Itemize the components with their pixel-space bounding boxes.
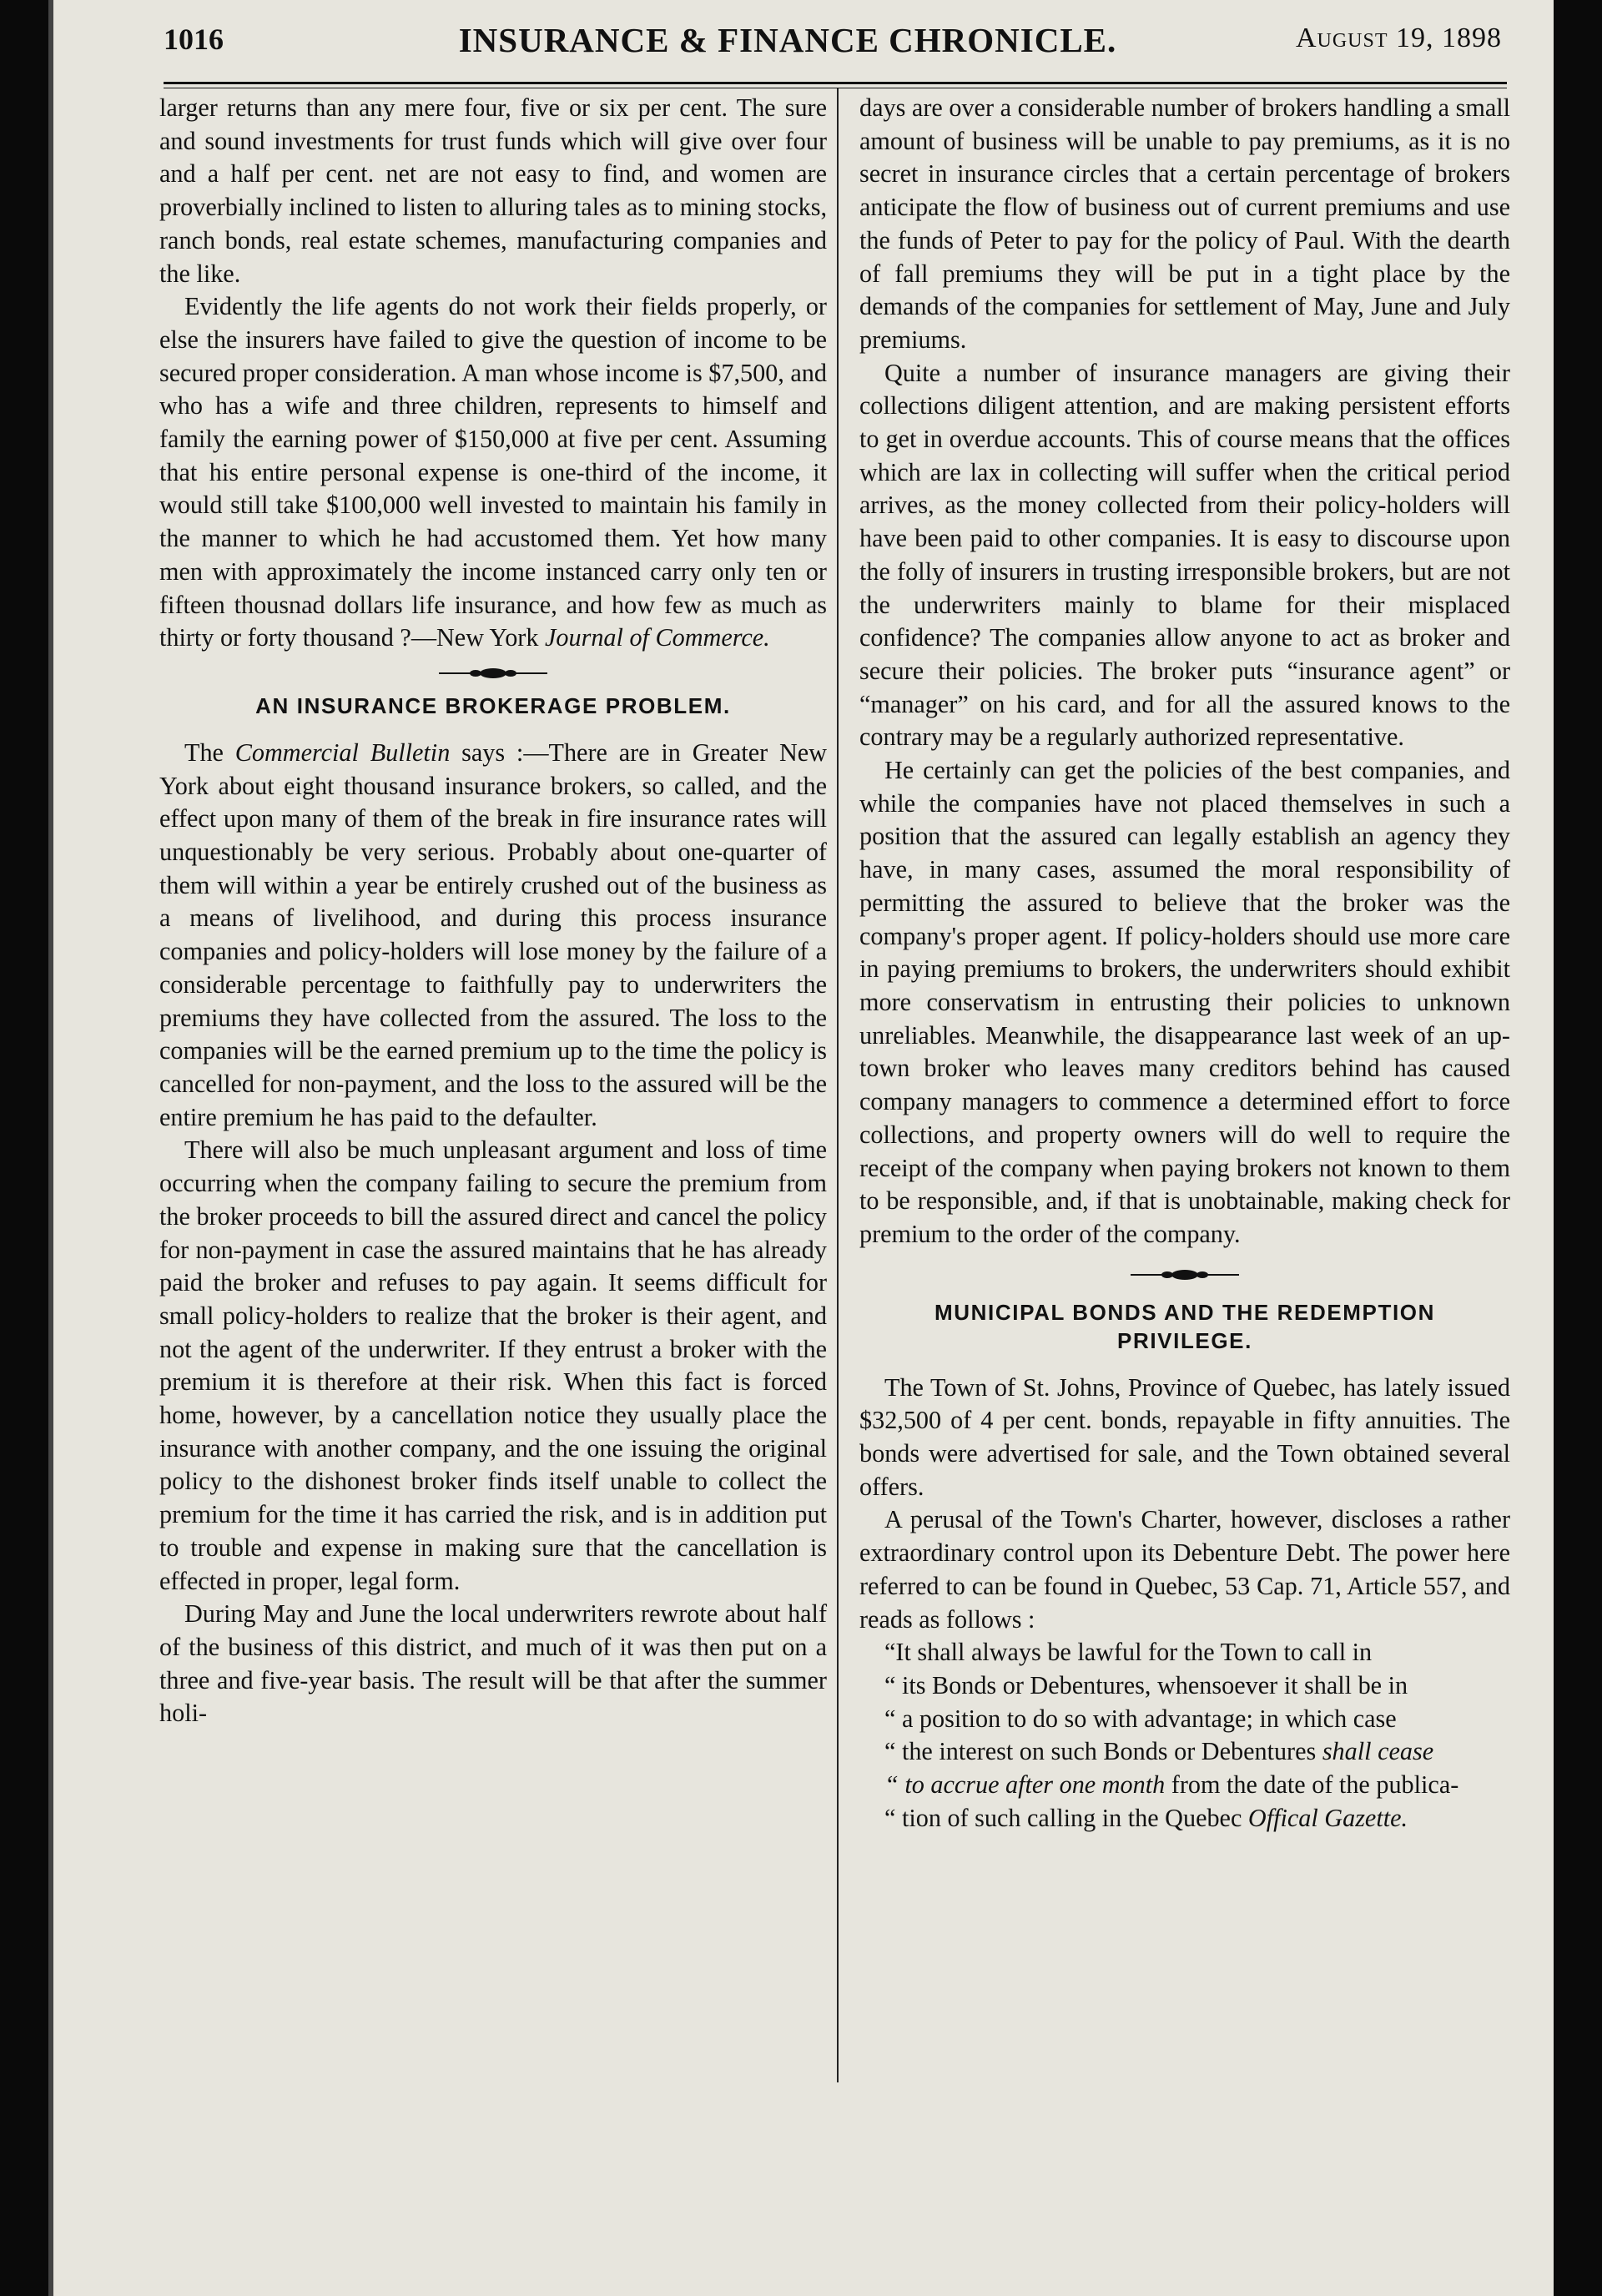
paragraph-text: Evidently the life agents do not work their fields properly, or else the insurers have failed to give the question of income to be secured proper consideration. A man whose income is $7,500, and who has a wife and three children, represents to himself and family the earning power of $150,000 at five per cent. Assuming that his entire personal expense is one-third of the income, it would still take $100,000 well invested to maintain his family in the manner to which he had accustomed them. Yet how many men with approximately the income instanced carry only ten or fifteen thousnad dollars life insurance, and how few as much as thirty or forty thousand ?—New York [159, 292, 827, 652]
paragraph: A perusal of the Town's Charter, however, discloses a rather extraordinary control upon its Debenture Debt. The power here referred to can be found in Quebec, 53 Cap. 71, Article 557, and reads as follows : [859, 1505, 1510, 1634]
paragraph [159, 290, 827, 655]
section-ornament [859, 1251, 1510, 1298]
page-header [73, 8, 1502, 57]
quote-text: from the date of the publica- [1171, 1770, 1459, 1800]
page-number: 1016 [164, 23, 224, 56]
heading-line: MUNICIPAL BONDS AND THE REDEMPTION [934, 1299, 1435, 1325]
header-rule [164, 82, 1507, 84]
paragraph: There will also be much unpleasant argument and loss of time occurring when the company failing to secure the premium from the broker proceeds to bill the assured direct and cancel the policy for non-payment in case the assured maintains that he has already paid the broker and refuses to pay again. It seems difficult for small policy-holders to realize that the broker is their agent, and not the agent of the underwriter. If they entrust a broker with the premium it is therefore at their risk. When this fact is forced home, however, by a cancellation notice they usually place the insurance with another company, and the one issuing the original policy to the dishonest broker finds itself unable to collect the premium for the time it has carried the risk, and is in addition put to trouble and expense in making sure that the cancellation is effected in proper, legal form. [159, 1135, 827, 1595]
article-heading [859, 1298, 1510, 1355]
source-name: Commercial Bulletin [234, 738, 451, 767]
quote-line [859, 1769, 1510, 1802]
quote-line: “ its Bonds or Debentures, whensoever it shall be in [884, 1670, 1408, 1699]
source-citation: Journal of Commerce. [545, 623, 770, 652]
charter-quote [859, 1636, 1510, 1835]
quote-line: “It shall always be lawful for the Town to call in [884, 1638, 1373, 1667]
paragraph: He certainly can get the policies of the best companies, and while the companies have not placed themselves in such a position that the assured can legally establish an agency they have, in many cases, assumed the moral responsibility of permitting the assured to believe that the broker was the company's proper agent. If policy-holders should use more care in paying premiums to brokers, the underwriters should exhibit more conservatism in entrusting their policies to unknown unreliables. Meanwhile, the disappearance last week of an up-town broker who leaves many creditors behind has caused company managers to commence a determined effort to force collections, and property owners will do well to require the receipt of the company when paying brokers not known to them to be responsible, and, if that is unobtainable, making check for premium to the order of the company. [859, 756, 1510, 1248]
paragraph-text: says :—There are in Greater New York about eight thousand insurance brokers, so called, and the effect upon many of them of the break in fire insurance rates will unquestionably be very serious. Probably about one-quarter of them will within a year be entirely crushed out of the business as a means of livelihood, and during this process insurance companies and policy-holders will lose money by the failure of a considerable percentage to faithfully pay to underwriters the premiums they have collected from the assured. The loss to the companies will be the earned premium up to the time the policy is cancelled for non-payment, and the loss to the assured will be the entire premium he has paid to the defaulter. [159, 738, 828, 1131]
paragraph-text: The [184, 738, 224, 767]
publication-title: INSURANCE & FINANCE CHRONICLE. [458, 21, 1117, 59]
quote-line [859, 1802, 1510, 1835]
ornament-icon [439, 665, 547, 682]
quote-italic: shall cease [1322, 1737, 1434, 1766]
ornament-icon [1131, 1266, 1239, 1283]
quote-italic: Offical Gazette. [1247, 1803, 1408, 1832]
section-ornament [159, 655, 827, 692]
quote-text: “ tion of such calling in the Quebec [884, 1803, 1242, 1832]
paragraph: Quite a number of insurance managers are giving their collections diligent attention, and are making persistent efforts to get in overdue accounts. This of course means that the offices which are lax in collecting will suffer when the critical period arrives, as the money collected from their policy-holders will have been paid to other companies. It is easy to discourse upon the folly of insurers in trusting irresponsible brokers, but are not the underwriters mainly to blame for their misplaced confidence? The companies allow anyone to act as broker and secure their policies. The broker puts “insurance agent” or “manager” on his card, and for all the assured knows to the contrary may be a regularly authorized representative. [859, 358, 1510, 752]
quote-line: “ a position to do so with advantage; in which case [884, 1704, 1397, 1733]
paragraph: The Town of St. Johns, Province of Quebec, has lately issued $32,500 of 4 per cent. bonds, repayable in fifty annuities. The bonds were advertised for sale, and the Town obtained several offers. [859, 1372, 1510, 1501]
quote-line [859, 1735, 1510, 1769]
paragraph: days are over a considerable number of brokers handling a small amount of business will be unable to pay premiums, as it is no secret in insurance circles that a certain percentage of brokers anticipate the flow of business out of current premiums and use the funds of Peter to pay for the policy of Paul. With the dearth of fall premiums they will be put in a tight place by the demands of the companies for settlement of May, June and July premiums. [859, 93, 1510, 354]
heading-line: PRIVILEGE. [1117, 1327, 1252, 1353]
issue-date: August 19, 1898 [1295, 23, 1502, 53]
quote-text: “ the interest on such Bonds or Debentures [884, 1737, 1317, 1766]
paragraph [159, 737, 827, 1134]
paragraph: During May and June the local underwriters rewrote about half of the business of this district, and much of it was then put on a three and five-year basis. The result will be that after the summer holi- [159, 1599, 827, 1728]
left-scan-edge [48, 0, 53, 2296]
right-scan-margin [1554, 0, 1602, 2296]
left-scan-margin [0, 0, 48, 2296]
paragraph: larger returns than any mere four, five or six per cent. The sure and sound investments for trust funds which will give over four and a half per cent. net are not easy to find, and women are proverbially inclined to listen to alluring tales as to mining stocks, ranch bonds, real estate schemes, manufacturing companies and the like. [159, 93, 827, 288]
column-divider [837, 88, 839, 2082]
quote-italic: “ to accrue after one month [884, 1770, 1166, 1800]
left-column [159, 92, 827, 1730]
right-column [859, 92, 1510, 1835]
article-heading: AN INSURANCE BROKERAGE PROBLEM. [255, 692, 731, 718]
